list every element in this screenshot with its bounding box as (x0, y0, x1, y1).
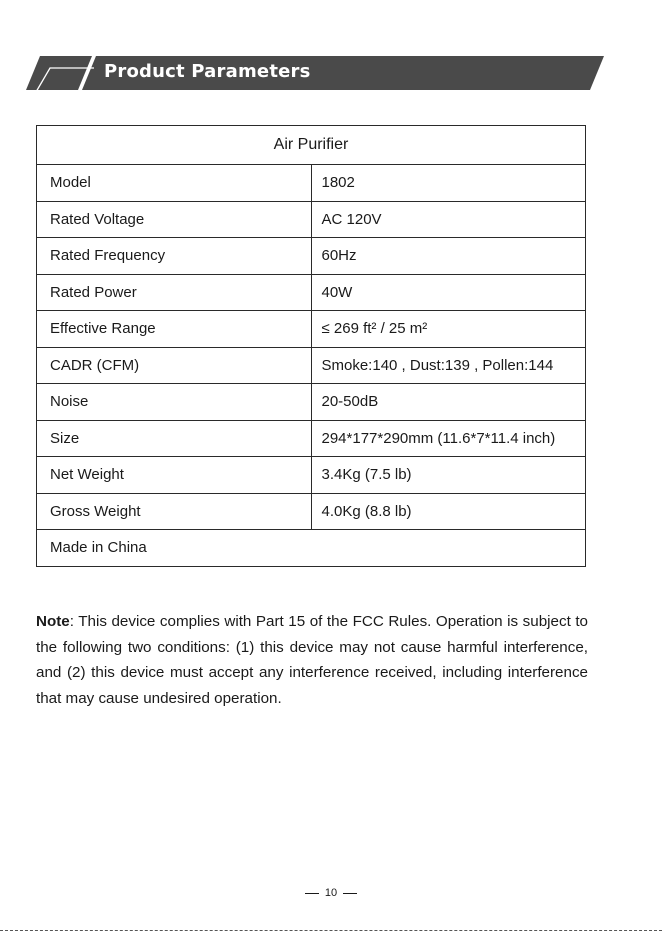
table-row (37, 420, 586, 457)
param-label: Effective Range (37, 311, 312, 348)
param-value: 40W (311, 274, 586, 311)
param-label: Rated Voltage (37, 201, 312, 238)
dash-right (343, 893, 357, 894)
banner-shape (0, 0, 662, 100)
dash-left (305, 893, 319, 894)
page-footer (0, 887, 662, 899)
table-row (37, 165, 586, 202)
table-row (37, 274, 586, 311)
page-bottom-rule (0, 930, 662, 931)
param-value: 3.4Kg (7.5 lb) (311, 457, 586, 494)
table-row (37, 457, 586, 494)
param-label: Model (37, 165, 312, 202)
param-label: Noise (37, 384, 312, 421)
table-row (37, 238, 586, 275)
param-value: 294*177*290mm (11.6*7*11.4 inch) (311, 420, 586, 457)
param-label: Size (37, 420, 312, 457)
param-label: Net Weight (37, 457, 312, 494)
table-row (37, 493, 586, 530)
param-label: Gross Weight (37, 493, 312, 530)
param-value: 20-50dB (311, 384, 586, 421)
table-heading-row (37, 126, 586, 165)
table-row (37, 384, 586, 421)
section-title: Product Parameters (104, 61, 311, 82)
fcc-note (36, 609, 588, 711)
table-heading: Air Purifier (37, 126, 586, 165)
param-value: 1802 (311, 165, 586, 202)
section-header-banner (0, 0, 662, 100)
product-parameters-table (36, 125, 586, 567)
param-label: CADR (CFM) (37, 347, 312, 384)
param-value: 60Hz (311, 238, 586, 275)
param-label: Rated Frequency (37, 238, 312, 275)
note-text: : This device complies with Part 15 of the FCC Rules. Operation is subject to the following two conditions: (1) this device may not cause harmful interference, and (2) this device must accept any interference received, including interference that may cause undesired operation. (36, 613, 588, 707)
param-value: 4.0Kg (8.8 lb) (311, 493, 586, 530)
table-row (37, 311, 586, 348)
table-row (37, 347, 586, 384)
param-value: Smoke:140 , Dust:139 , Pollen:144 (311, 347, 586, 384)
page-number: 10 (324, 887, 338, 899)
param-label: Rated Power (37, 274, 312, 311)
origin-label: Made in China (37, 530, 586, 567)
note-label: Note (36, 613, 70, 630)
param-value: ≤ 269 ft² / 25 m² (311, 311, 586, 348)
param-value: AC 120V (311, 201, 586, 238)
table-row (37, 201, 586, 238)
table-footer-row (37, 530, 586, 567)
